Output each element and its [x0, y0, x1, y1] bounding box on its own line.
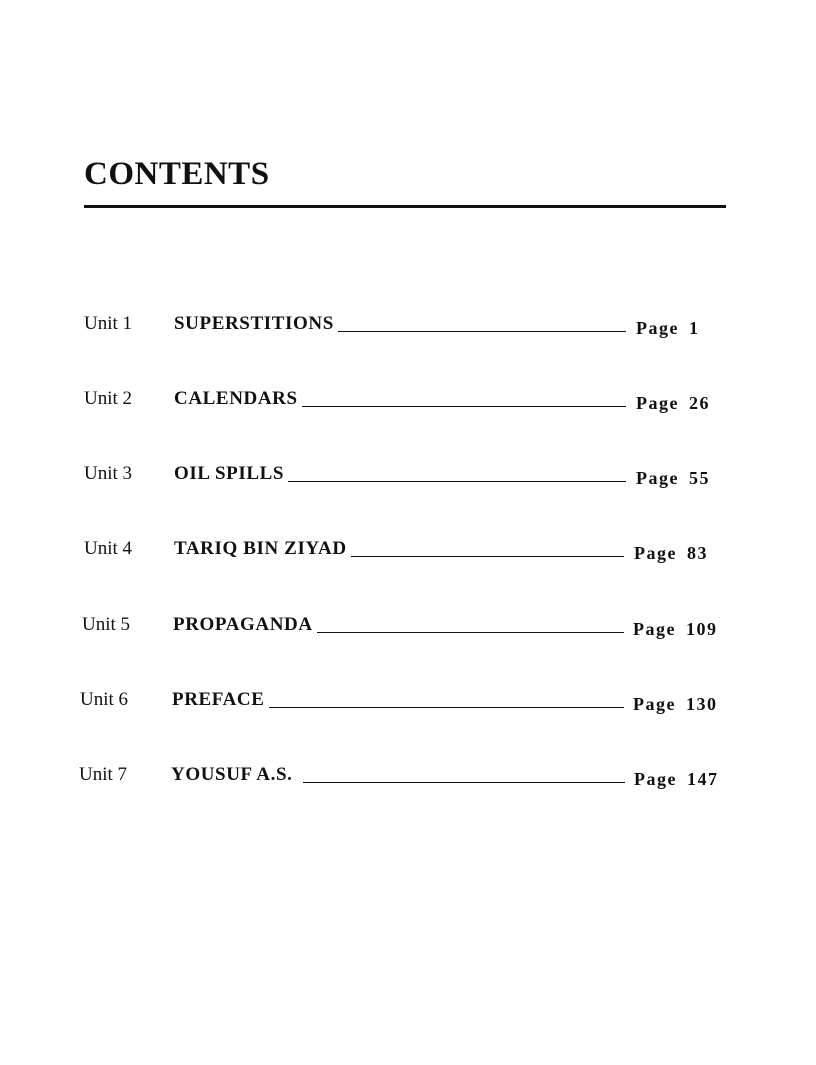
unit-title-text: OIL SPILLS [174, 463, 285, 484]
unit-label: Unit 3 [84, 463, 133, 484]
unit-title [174, 388, 626, 410]
page-number: 26 [688, 393, 710, 413]
unit-label: Unit 7 [79, 764, 128, 785]
unit-title [173, 614, 624, 636]
toc-entry-unit-3 [84, 455, 726, 488]
unit-title-text: CALENDARS [174, 388, 298, 409]
unit-title [172, 689, 624, 711]
page-number: 83 [686, 543, 708, 563]
page-label: Page [633, 619, 676, 639]
page-number: 1 [688, 318, 700, 338]
page-number: 55 [688, 468, 710, 488]
unit-title [174, 313, 626, 335]
page-reference [634, 543, 708, 564]
page-reference [636, 393, 710, 414]
leader-line [303, 782, 626, 783]
toc-entry-unit-7 [79, 756, 726, 789]
page-reference [634, 769, 718, 790]
unit-title-text: SUPERSTITIONS [174, 313, 334, 334]
unit-title [174, 463, 626, 485]
unit-title-text: PROPAGANDA [173, 614, 313, 635]
unit-label: Unit 5 [82, 614, 131, 635]
unit-title [174, 538, 624, 560]
unit-title-text: PREFACE [172, 689, 265, 710]
toc-entry-unit-1 [84, 305, 726, 338]
toc-entry-unit-5 [82, 606, 726, 639]
unit-label: Unit 2 [84, 388, 133, 409]
page-label: Page [633, 694, 676, 714]
page-label: Page [636, 393, 679, 413]
unit-title [171, 764, 625, 786]
toc-entry-unit-4 [84, 530, 726, 563]
leader-line [317, 632, 624, 633]
leader-line [302, 406, 626, 407]
page-reference [633, 619, 717, 640]
leader-line [288, 481, 626, 482]
page-label: Page [636, 468, 679, 488]
page-number: 109 [685, 619, 718, 639]
leader-line [351, 556, 624, 557]
page-reference [636, 468, 710, 489]
unit-title-text: TARIQ BIN ZIYAD [174, 538, 347, 559]
title-underline [84, 205, 726, 208]
page-reference [633, 694, 717, 715]
page-number: 147 [686, 769, 719, 789]
page-label: Page [634, 769, 677, 789]
toc-entry-unit-2 [84, 380, 726, 413]
unit-label: Unit 4 [84, 538, 133, 559]
page-number: 130 [685, 694, 718, 714]
page-title: CONTENTS [84, 156, 270, 192]
unit-title-text: YOUSUF A.S. [171, 764, 293, 785]
page-label: Page [634, 543, 677, 563]
toc-entry-unit-6 [80, 681, 726, 714]
page-reference [636, 318, 699, 339]
leader-line [269, 707, 624, 708]
page-label: Page [636, 318, 679, 338]
unit-label: Unit 6 [80, 689, 129, 710]
leader-line [338, 331, 626, 332]
unit-label: Unit 1 [84, 313, 133, 334]
